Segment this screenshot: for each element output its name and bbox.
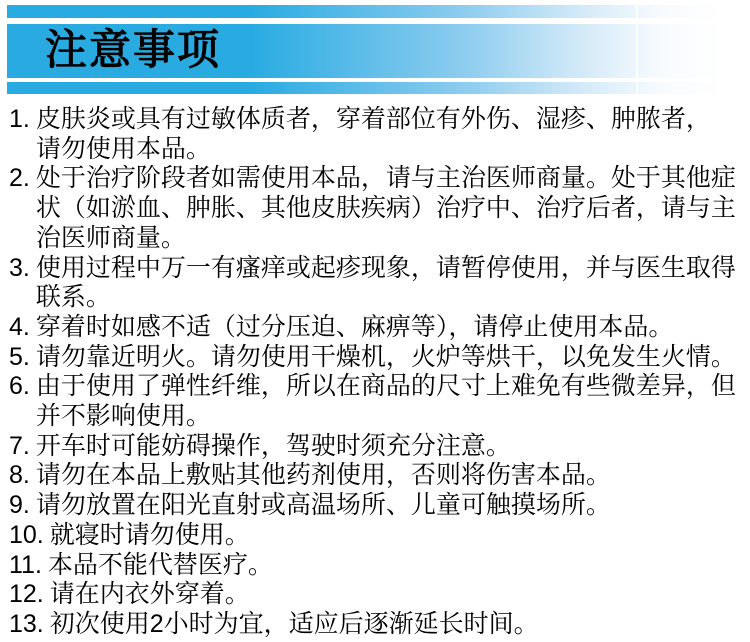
- item-text-line: 开车时可能妨碍操作，驾驶时须充分注意。: [35, 431, 511, 460]
- page-title: 注意事项: [45, 26, 222, 73]
- item-text: [36, 372, 744, 431]
- list-item: [9, 343, 744, 373]
- banner-top-stripe: [7, 5, 750, 18]
- item-text-line: 使用过程中万一有瘙痒或起疹现象，请暂停使用，并与医生取得: [35, 253, 736, 282]
- item-text-line: 本品不能代替医疗。: [47, 550, 273, 579]
- item-number: 1.: [9, 105, 30, 133]
- list-item: [9, 551, 744, 581]
- list-item: [9, 580, 744, 610]
- banner-bottom-stripe: [7, 82, 750, 94]
- item-number: 3.: [9, 253, 30, 282]
- item-text: [50, 580, 744, 610]
- banner-highlight-line: [636, 5, 638, 94]
- item-text: [36, 164, 744, 253]
- item-text-line: 请在内衣外穿着。: [49, 580, 250, 609]
- item-text-line: 穿着时如感不适（过分压迫、麻痹等），请停止使用本品。: [35, 312, 674, 341]
- item-text: [36, 343, 744, 373]
- item-number: 13.: [9, 609, 44, 638]
- item-text-line: 请勿在本品上敷贴其他药剂使用，否则将伤害本品。: [35, 461, 611, 490]
- list-item: [9, 105, 744, 164]
- item-text: [48, 551, 744, 581]
- item-text-line: 处于治疗阶段者如需使用本品，请与主治医师商量。处于其他症: [35, 164, 736, 193]
- item-text: [36, 491, 744, 521]
- item-text-line: 初次使用2小时为宜，适应后逐渐延长时间。: [49, 609, 539, 638]
- list-item: [9, 254, 744, 313]
- item-text: [36, 313, 744, 343]
- item-text-line: 就寝时请勿使用。: [49, 520, 250, 549]
- item-text: [50, 521, 744, 551]
- list-item: [9, 372, 744, 431]
- item-number: 11.: [9, 550, 42, 579]
- item-text-line: 并不影响使用。: [35, 402, 211, 431]
- item-number: 8.: [9, 461, 30, 490]
- list-item: [9, 521, 744, 551]
- item-text-line: 状（如淤血、肿胀、其他皮肤疾病）治疗中、治疗后者，请与主: [35, 194, 736, 223]
- item-number: 9.: [9, 491, 30, 520]
- list-item: [9, 491, 744, 521]
- header-banner: [7, 5, 750, 94]
- list-item: [9, 461, 744, 491]
- item-number: 10.: [9, 520, 44, 549]
- item-text-line: 由于使用了弹性纤维，所以在商品的尺寸上难免有些微差异，但: [35, 372, 736, 401]
- item-text-line: 联系。: [35, 283, 111, 312]
- item-number: 12.: [9, 580, 44, 609]
- item-text: [50, 610, 744, 640]
- item-text-line: 请勿使用本品。: [35, 134, 211, 163]
- banner-main-band: [7, 24, 750, 78]
- item-text: [36, 461, 744, 491]
- item-number: 7.: [9, 431, 30, 460]
- item-text: [36, 432, 744, 462]
- notice-list: [9, 105, 744, 640]
- item-number: 2.: [9, 164, 30, 193]
- list-item: [9, 164, 744, 253]
- list-item: [9, 610, 744, 640]
- item-text-line: 请勿放置在阳光直射或高温场所、儿童可触摸场所。: [35, 491, 611, 520]
- item-text-line: 治医师商量。: [35, 223, 186, 252]
- item-number: 6.: [9, 372, 30, 401]
- item-number: 4.: [9, 312, 30, 341]
- item-text: [36, 254, 744, 313]
- item-text: [36, 105, 744, 164]
- item-text-line: 请勿靠近明火。请勿使用干燥机，火炉等烘干，以免发生火情。: [35, 342, 736, 371]
- item-number: 5.: [9, 342, 30, 371]
- item-text-line: 皮肤炎或具有过敏体质者，穿着部位有外伤、湿疹、肿脓者，: [35, 105, 711, 133]
- list-item: [9, 432, 744, 462]
- list-item: [9, 313, 744, 343]
